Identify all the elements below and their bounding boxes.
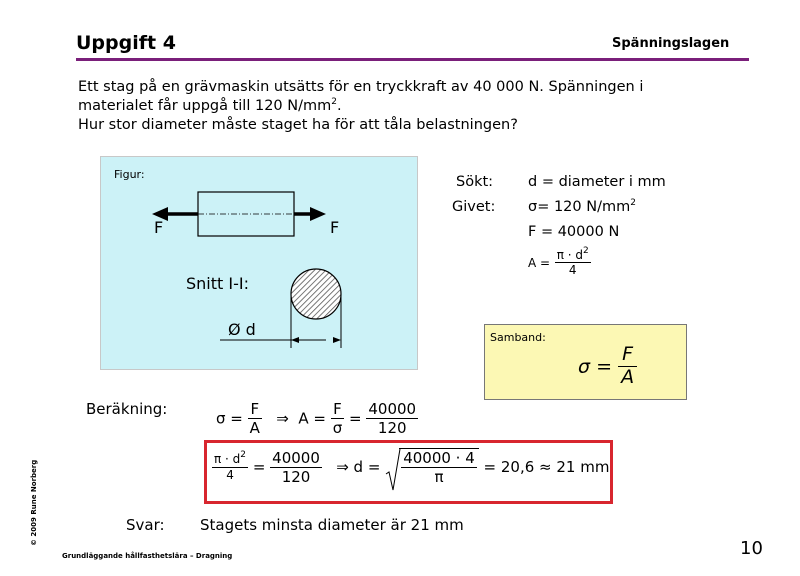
eq2-equals-1: = (252, 458, 266, 476)
page-title: Uppgift 4 (76, 32, 176, 54)
eq1-num-2: F (331, 400, 345, 419)
force-label-right: F (330, 218, 340, 237)
answer-text: Stagets minsta diameter är 21 mm (200, 516, 464, 534)
area-numerator (555, 248, 591, 263)
sigma-value-text: σ= 120 N/mm (528, 199, 631, 215)
area-lhs: A = (528, 255, 551, 270)
relation-formula (578, 344, 637, 389)
course-footer: Grundläggande hållfasthetslära – Dragning (62, 552, 233, 560)
sigma-value (528, 199, 636, 215)
calculation-step-1 (216, 400, 418, 437)
copyright-text: © 2009 Rune Norberg (30, 459, 38, 546)
root-denominator: π (434, 468, 444, 486)
root-numerator: 40000 · 4 (403, 449, 475, 467)
eq1-num-3: 40000 (368, 400, 417, 418)
eq1-mid: A = (298, 409, 326, 428)
force-arrowhead-right (310, 207, 326, 221)
section-label: Snitt I-I: (186, 274, 249, 293)
problem-line-2 (78, 97, 738, 116)
force-label-left: F (154, 218, 164, 237)
eq2-result: = 20,6 ≈ 21 mm (483, 458, 610, 476)
eq1-equals: = (349, 409, 362, 428)
eq1-fraction-1 (248, 400, 262, 437)
eq1-lhs: σ = (216, 409, 243, 428)
eq1-arrow: ⇒ (276, 409, 289, 428)
diameter-label: Ø d (228, 320, 256, 339)
cross-section-circle (291, 269, 341, 319)
problem-line-2-exponent: 2 (331, 97, 337, 107)
eq2-arrow: ⇒ d = (336, 458, 381, 476)
figure-label: Figur: (114, 168, 145, 181)
answer-label: Svar: (126, 516, 165, 534)
page-number: 10 (740, 538, 763, 559)
problem-line-3: Hur stor diameter måste staget ha för att tåla belastningen? (78, 117, 518, 133)
sigma-exponent: 2 (630, 198, 636, 208)
calculation-step-2 (212, 448, 609, 486)
radical-sign-icon (385, 448, 401, 492)
relation-denominator: A (621, 365, 635, 388)
relation-label: Samband: (490, 331, 546, 344)
area-fraction (555, 248, 591, 278)
eq1-den-1: A (249, 419, 260, 437)
calculation-label: Beräkning: (86, 400, 168, 418)
problem-line-2-text: materialet får uppgå till 120 N/mm (78, 98, 332, 114)
eq1-num-1: F (248, 400, 262, 419)
square-root (385, 448, 479, 486)
eq1-den-2: σ (332, 419, 343, 437)
eq2-fraction-1 (212, 452, 248, 482)
rod-diagram (100, 156, 416, 368)
eq2-den-1: 4 (226, 467, 234, 482)
relation-fraction (618, 344, 637, 389)
area-denominator: 4 (568, 263, 577, 278)
relation-lhs: σ = (578, 355, 613, 378)
root-fraction (401, 449, 477, 486)
eq1-den-3: 120 (377, 419, 407, 437)
eq2-num-2: 40000 (272, 448, 320, 467)
diameter-arrowhead-left (291, 337, 299, 343)
eq2-fraction-2 (270, 449, 322, 486)
relation-numerator: F (618, 344, 637, 367)
eq2-den-2: 120 (281, 467, 311, 486)
diameter-arrowhead-right (333, 337, 341, 343)
sokt-value: d = diameter i mm (528, 174, 666, 190)
eq1-fraction-3 (366, 400, 418, 437)
root-content (399, 448, 479, 486)
sokt-label: Sökt: (456, 174, 494, 190)
header-rule (76, 58, 749, 61)
problem-line-2-end: . (336, 98, 342, 114)
eq1-fraction-2 (331, 400, 345, 437)
givet-label: Givet: (452, 199, 496, 215)
eq2-num-1-text: π · d (214, 452, 241, 467)
area-numerator-text: π · d (556, 248, 583, 262)
force-value: F = 40000 N (528, 224, 620, 240)
eq2-exponent: 2 (240, 450, 247, 461)
problem-text (78, 78, 738, 135)
area-formula (528, 248, 591, 278)
area-exponent: 2 (582, 246, 589, 256)
problem-line-1: Ett stag på en grävmaskin utsätts för en tryckkraft av 40 000 N. Spänningen i (78, 79, 644, 95)
eq2-num-1 (212, 452, 248, 467)
section-title: Spänningslagen (612, 36, 730, 51)
